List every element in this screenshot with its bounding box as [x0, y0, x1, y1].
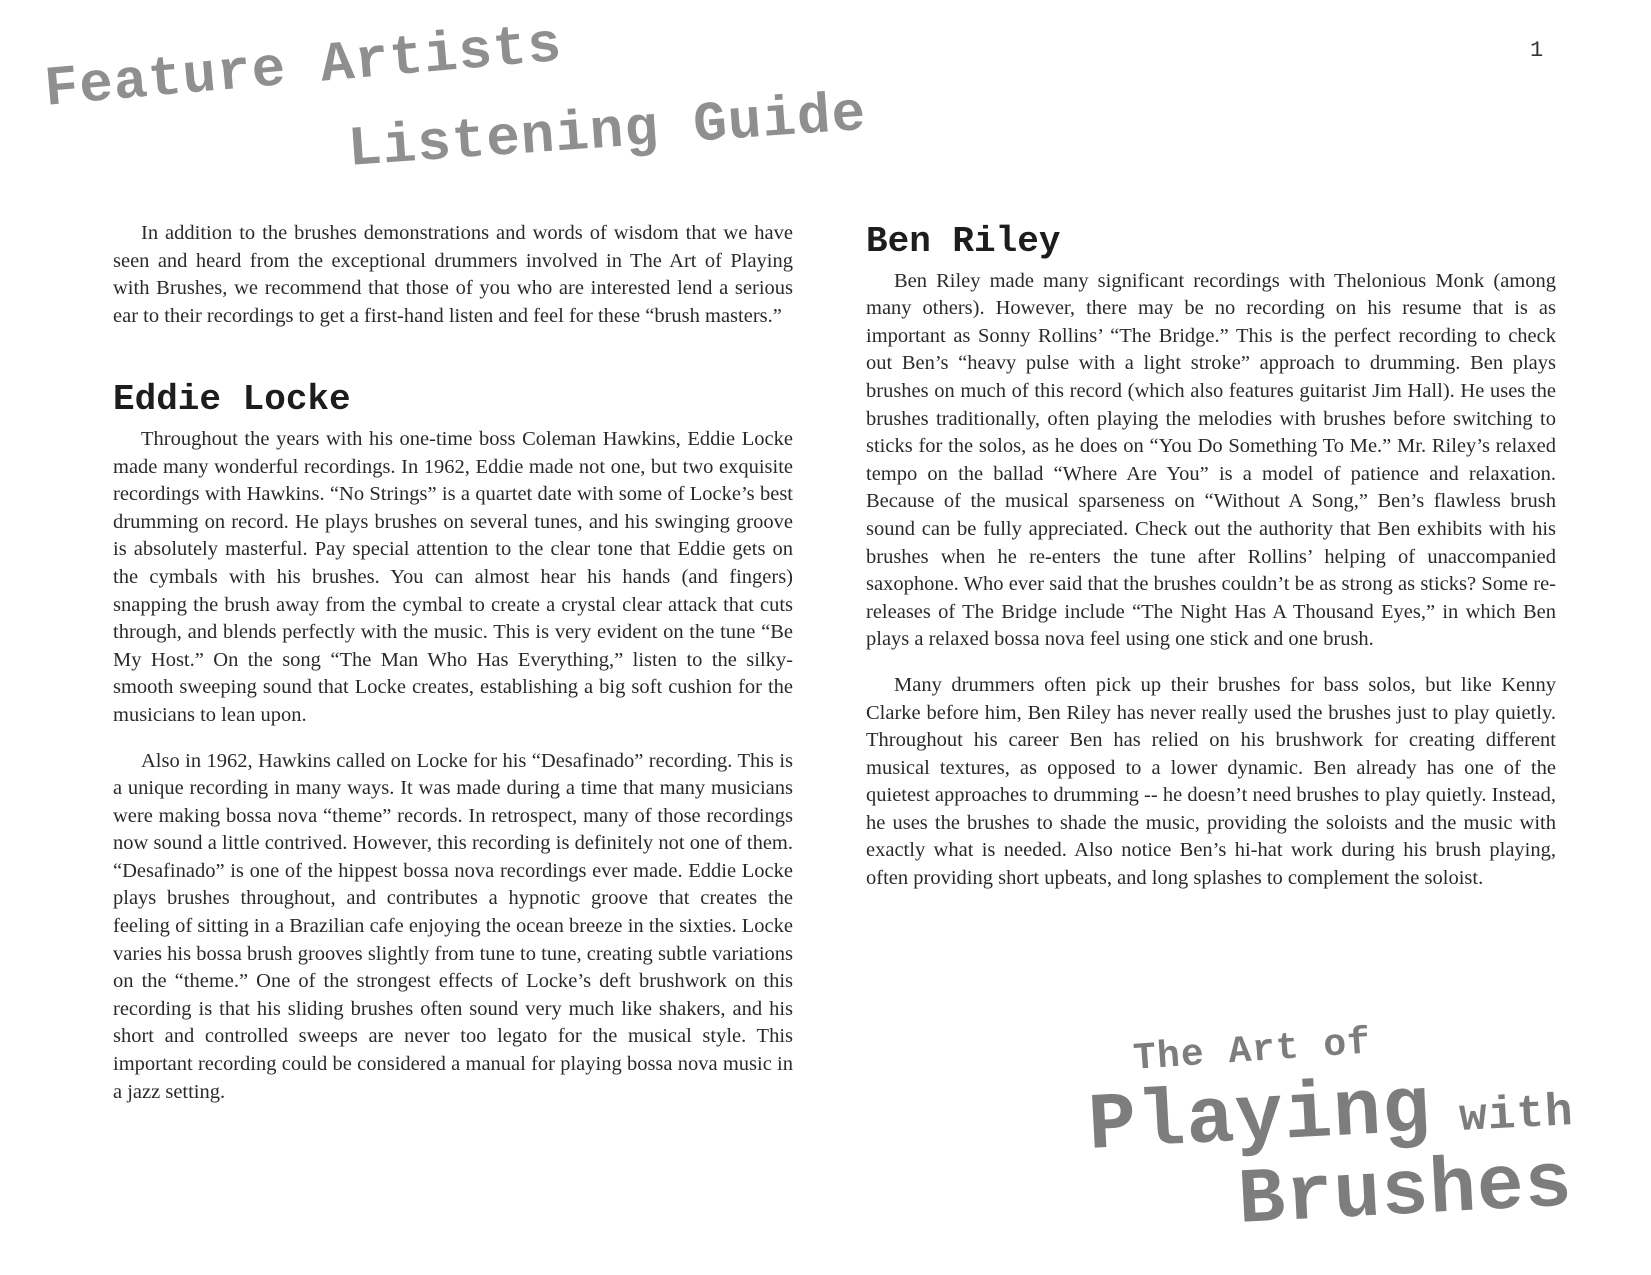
logo-line-2: Playing — [1086, 1064, 1434, 1173]
page-number: 1 — [1530, 38, 1544, 63]
eddie-locke-paragraph-1: Throughout the years with his one-time boss Coleman Hawkins, Eddie Locke made many wonderful recordings. In 1962, Eddie made not one, but two exquisite recordings with Hawkins. “No Strings” is a quartet date with some of Locke’s best drumming on record. He plays brushes on several tunes, and his swinging groove is absolutely masterful. Pay special attention to the clear tone that Eddie gets on the cymbals with his brushes. You can almost hear his hands (and fingers) snapping the brush away from the cymbal to create a crystal clear attack that cuts through, and blends perfectly with the music. This is very evident on the tune “Be My Host.” On the song “The Man Who Has Everything,” listen to the silky-smooth sweeping sound that Locke creates, establishing a big soft cushion for the musicians to lean upon. — [113, 427, 793, 726]
right-column — [866, 221, 1556, 893]
ben-riley-paragraph-2: Many drummers often pick up their brushes for bass solos, but like Kenny Clarke before him, Ben Riley has never really used the brushes just to play quietly. Throughout his career Ben has relied on his brushwork for creating different musical textures, as opposed to a lower dynamic. Ben already has one of the quietest approaches to drumming -- he doesn’t need brushes to play quietly. Instead, he uses the brushes to shade the music, providing the soloists and the music with exactly what is needed. Also notice Ben’s hi-hat work during his brush playing, often providing short upbeats, and long splashes to complement the soloist. — [866, 673, 1556, 890]
page-title-line-1: Feature Artists — [42, 12, 565, 122]
logo-line-1: The Art of — [1132, 1021, 1373, 1081]
art-of-playing-with-brushes-logo — [1086, 1021, 1606, 1260]
ben-riley-heading: Ben Riley — [866, 221, 1061, 262]
eddie-locke-heading: Eddie Locke — [113, 379, 351, 421]
logo-line-3: Brushes — [1236, 1140, 1575, 1246]
eddie-locke-paragraph-2: Also in 1962, Hawkins called on Locke for his “Desafinado” recording. This is a unique recording in many ways. It was made during a time that many musicians were making bossa nova “theme” records. In retrospect, many of those recordings now sound a little contrived. However, this recording is definitely not one of them. “Desafinado” is one of the hippest bossa nova recordings ever made. Eddie Locke plays brushes throughout, and contributes a hypnotic groove that creates the feeling of sitting in a Brazilian cafe enjoying the ocean breeze in the sixties. Locke varies his bossa brush grooves slightly from tune to tune, creating subtle variations on the “theme.” One of the strongest effects of Locke’s deft brushwork on this recording is that his sliding brushes often sound very much like shakers, and his short and controlled sweeps are never too legato for the musical style. This important recording could be considered a manual for playing bossa nova music in a jazz setting. — [113, 749, 793, 1103]
left-column — [113, 220, 793, 1106]
intro-paragraph: In addition to the brushes demonstrations and words of wisdom that we have seen and heard from the exceptional drummers involved in The Art of Playing with Brushes, we recommend that those of you who are interested lend a serious ear to their recordings to get a first-hand listen and feel for these “brush masters.” — [113, 222, 793, 327]
ben-riley-paragraph-1: Ben Riley made many significant recordings with Thelonious Monk (among many others). However, there may be no recording on his resume that is as important as Sonny Rollins’ “The Bridge.” This is the perfect recording to check out Ben’s “heavy pulse with a light stroke” approach to drumming. Ben plays brushes on much of this record (which also features guitarist Jim Hall). He uses the brushes traditionally, often playing the melodies with brushes before switching to sticks for the solos, as he does on “You Do Something To Me.” Mr. Riley’s relaxed tempo on the ballad “Where Are You” is a model of patience and relaxation. Because of the musical sparseness on “Without A Song,” Ben’s flawless brush sound can be fully appreciated. Check out the authority that Ben exhibits with his brushes when he re-enters the tune after Rollins’ helping of unaccompanied saxophone. Who ever said that the brushes couldn’t be as strong as sticks? Some re-releases of The Bridge include “The Night Has A Thousand Eyes,” in which Ben plays a relaxed bossa nova feel using one stick and one brush. — [866, 269, 1556, 651]
logo-with: with — [1458, 1086, 1575, 1144]
page-title-line-2: Listening Guide — [346, 81, 869, 182]
